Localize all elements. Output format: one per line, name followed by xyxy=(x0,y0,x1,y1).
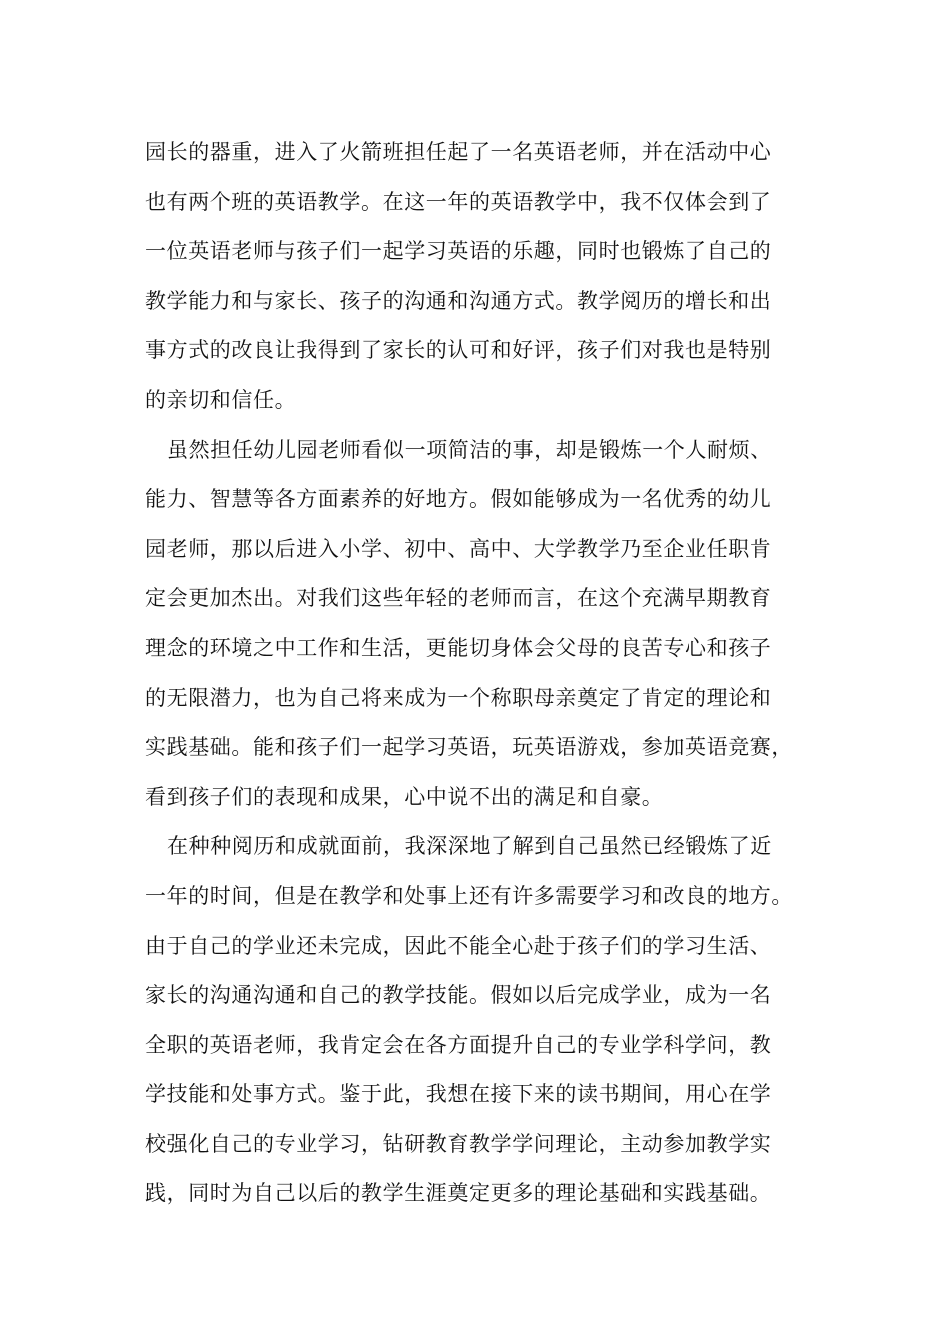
text-line: 定会更加杰出。对我们这些年轻的老师而言，在这个充满早期教育 xyxy=(145,586,772,611)
text-line: 一位英语老师与孩子们一起学习英语的乐趣，同时也锻炼了自己的 xyxy=(145,239,772,264)
text-line: 践，同时为自己以后的教学生涯奠定更多的理论基础和实践基础。 xyxy=(145,1181,772,1206)
text-line: 学技能和处事方式。鉴于此，我想在接下来的读书期间，用心在学 xyxy=(145,1082,772,1107)
text-line: 教学能力和与家长、孩子的沟通和沟通方式。教学阅历的增长和出 xyxy=(145,288,772,313)
text-line: 理念的环境之中工作和生活，更能切身体会父母的良苦专心和孩子 xyxy=(145,635,772,660)
text-line: 能力、智慧等各方面素养的好地方。假如能够成为一名优秀的幼儿 xyxy=(145,487,772,512)
text-line: 实践基础。能和孩子们一起学习英语，玩英语游戏，参加英语竞赛， xyxy=(145,735,793,760)
text-line: 家长的沟通沟通和自己的教学技能。假如以后完成学业，成为一名 xyxy=(145,983,772,1008)
text-line: 一年的时间，但是在教学和处事上还有许多需要学习和改良的地方。 xyxy=(145,883,793,908)
text-line: 园长的器重，进入了火箭班担任起了一名英语老师，并在活动中心 xyxy=(145,140,772,164)
text-line: 在种种阅历和成就面前，我深深地了解到自己虽然已经锻炼了近 xyxy=(167,834,772,859)
text-line: 的无限潜力，也为自己将来成为一个称职母亲奠定了肯定的理论和 xyxy=(145,685,772,710)
text-line: 事方式的改良让我得到了家长的认可和好评，孩子们对我也是特别 xyxy=(145,338,772,363)
text-line: 看到孩子们的表现和成果，心中说不出的满足和自豪。 xyxy=(145,784,664,809)
text-line: 全职的英语老师，我肯定会在各方面提升自己的专业学科学问，教 xyxy=(145,1032,772,1057)
document-body xyxy=(145,128,835,1219)
text-line: 由于自己的学业还未完成，因此不能全心赴于孩子们的学习生活、 xyxy=(145,933,772,958)
text-line: 校强化自己的专业学习，钻研教育教学学问理论，主动参加教学实 xyxy=(145,1131,772,1156)
text-line: 虽然担任幼儿园老师看似一项简洁的事，却是锻炼一个人耐烦、 xyxy=(167,437,772,462)
text-line: 园老师，那以后进入小学、初中、高中、大学教学乃至企业任职肯 xyxy=(145,536,772,561)
text-line: 也有两个班的英语教学。在这一年的英语教学中，我不仅体会到了 xyxy=(145,189,772,214)
text-line: 的亲切和信任。 xyxy=(145,387,297,412)
